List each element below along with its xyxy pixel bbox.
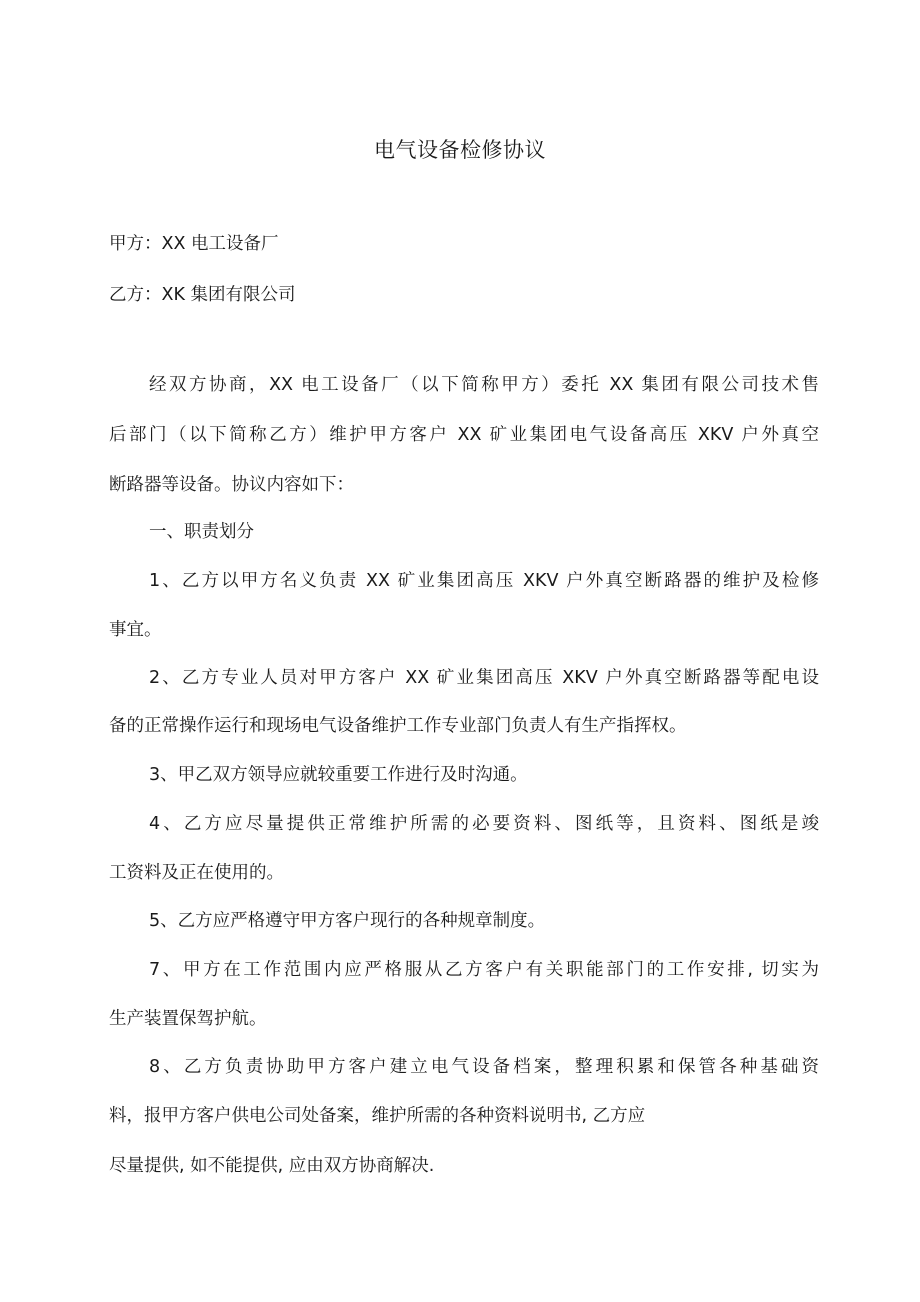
paragraph-line: 3、甲乙双方领导应就较重要工作进行及时沟通。 [149,765,528,785]
paragraph-line: 1、乙方以甲方名义负责 XX 矿业集团高压 XKV 户外真空断路器的维护及检修 [149,571,819,591]
paragraph-line: 后部门（以下简称乙方）维护甲方客户 XX 矿业集团电气设备高压 XKV 户外真空 [109,425,819,445]
paragraph-line: 料，报甲方客户供电公司处备案，维护所需的各种资料说明书, 乙方应 [109,1106,646,1126]
page-title: 电气设备检修协议 [374,138,546,162]
section-heading: 一、职责划分 [149,522,254,542]
party-b-line: 乙方：XK 集团有限公司 [109,285,296,305]
paragraph-line: 2、乙方专业人员对甲方客户 XX 矿业集团高压 XKV 户外真空断路器等配电设 [149,668,819,688]
paragraph-line: 事宜。 [109,620,162,640]
paragraph-line: 断路器等设备。协议内容如下： [109,475,354,495]
paragraph-line: 尽量提供, 如不能提供, 应由双方协商解决. [109,1156,435,1176]
paragraph-line: 经双方协商，XX 电工设备厂（以下简称甲方）委托 XX 集团有限公司技术售 [149,375,819,395]
paragraph-line: 4、乙方应尽量提供正常维护所需的必要资料、图纸等，且资料、图纸是竣 [149,814,819,834]
paragraph-line: 备的正常操作运行和现场电气设备维护工作专业部门负责人有生产指挥权。 [109,716,687,736]
paragraph-line: 8、乙方负责协助甲方客户建立电气设备档案，整理积累和保管各种基础资 [149,1057,819,1077]
paragraph-line: 工资料及正在使用的。 [109,863,284,883]
party-a-line: 甲方：XX 电工设备厂 [109,234,279,254]
paragraph-line: 生产装置保驾护航。 [109,1009,267,1029]
paragraph-line: 7、甲方在工作范围内应严格服从乙方客户有关职能部门的工作安排, 切实为 [149,960,819,980]
paragraph-line: 5、乙方应严格遵守甲方客户现行的各种规章制度。 [149,911,546,931]
